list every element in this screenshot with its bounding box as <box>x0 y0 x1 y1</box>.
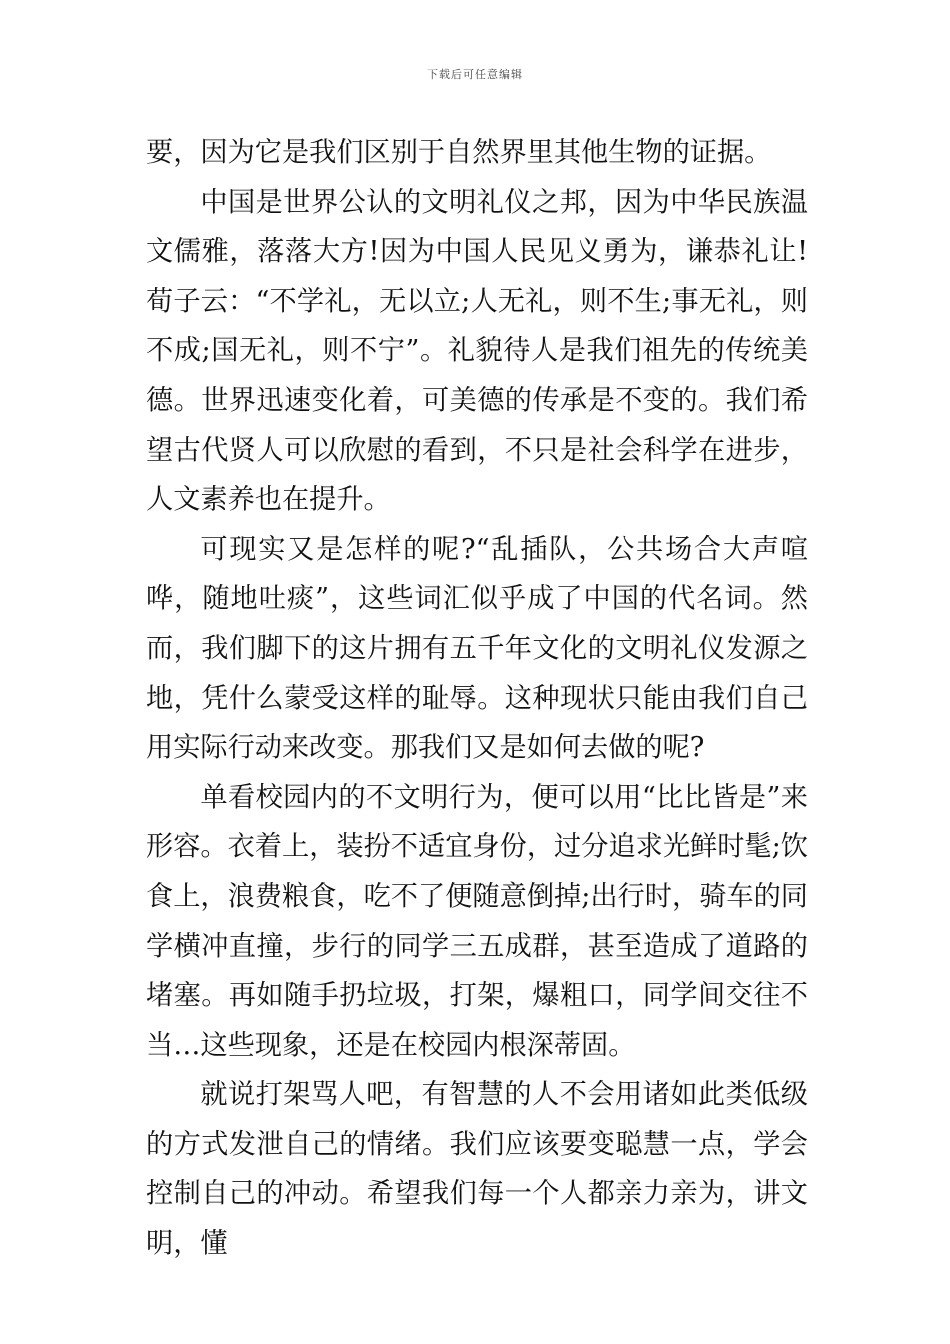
paragraph: 单看校园内的不文明行为，便可以用“比比皆是”来形容。衣着上，装扮不适宜身份，过分追求光鲜时髦;饮食上，浪费粮食，吃不了便随意倒掉;出行时，骑车的同学横冲直撞，步行的同学三五成群，甚至造成了道路的堵塞。再如随手扔垃圾，打架，爆粗口，同学间交往不当…这些现象，还是在校园内根深蒂固。 <box>146 781 808 1061</box>
document-body <box>146 128 808 1269</box>
paragraph-continuation: 要，因为它是我们区别于自然界里其他生物的证据。 <box>146 137 772 168</box>
paragraph: 可现实又是怎样的呢?“乱插队，公共场合大声喧哗，随地吐痰”，这些词汇似乎成了中国的代名词。然而，我们脚下的这片拥有五千年文化的文明礼仪发源之地，凭什么蒙受这样的耻辱。这种现状只能由我们自己用实际行动来改变。那我们又是如何去做的呢? <box>146 533 808 764</box>
paragraph: 中国是世界公认的文明礼仪之邦，因为中华民族温文儒雅，落落大方!因为中国人民见义勇为，谦恭礼让!荀子云：“不学礼，无以立;人无礼，则不生;事无礼，则不成;国无礼，则不宁”。礼貌待人是我们祖先的传统美德。世界迅速变化着，可美德的传承是不变的。我们希望古代贤人可以欣慰的看到，不只是社会科学在进步，人文素养也在提升。 <box>146 186 808 516</box>
paragraph: 就说打架骂人吧，有智慧的人不会用诸如此类低级的方式发泄自己的情绪。我们应该要变聪慧一点，学会控制自己的冲动。希望我们每一个人都亲力亲为，讲文明，懂 <box>146 1079 808 1260</box>
page-header: 下载后可任意编辑 <box>427 68 523 81</box>
